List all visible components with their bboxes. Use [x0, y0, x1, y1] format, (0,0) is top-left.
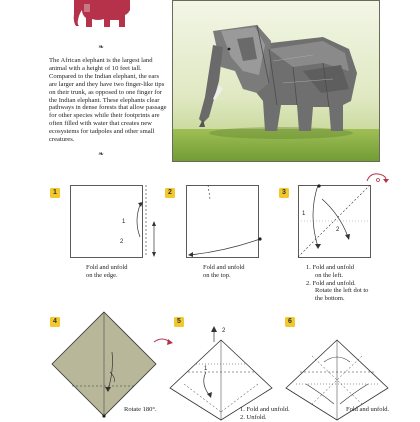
step-badge-6: 6 [285, 317, 295, 327]
step-6-caption [346, 406, 389, 414]
step-5-label-1: 1 [204, 366, 208, 372]
step-badge-3: 3 [279, 188, 289, 198]
caption-line: 2. Fold and unfold. [306, 279, 356, 287]
caption-line: Fold and unfold [86, 264, 128, 271]
step-3-label-2: 2 [336, 227, 340, 233]
fleuron-icon: ❧ [98, 150, 104, 158]
elephant-silhouette-icon [70, 0, 134, 28]
step-3-diagram [298, 185, 378, 260]
step-5-label-2: 2 [222, 328, 226, 334]
step-badge-4: 4 [50, 317, 60, 327]
fleuron-icon: ❧ [98, 43, 104, 51]
step-badge-5: 5 [174, 317, 184, 327]
step-2-caption [203, 264, 245, 280]
caption-line: on the top. [203, 271, 231, 279]
caption-line: Fold and unfold [203, 264, 245, 271]
caption-line: 2. Unfold. [240, 413, 267, 421]
caption-line: Rotate 180°. [124, 406, 157, 413]
rotate-arrow-icon [364, 171, 392, 185]
caption-line: the bottom. [315, 295, 345, 303]
step-3-caption [306, 264, 368, 303]
intro-paragraph: The African elephant is the largest land animal with a height of 10 feet tall. Compared to the Indian elephant, the ears are larger and they have two finger-like tips on their trunk, as opposed to one finger for the Indian elephant. These elephants clear pathways in dense forests that allow passage for other species while their footprints are often filled with water that creates new ecosystems for tadpoles and other small creatures. [49, 57, 167, 144]
caption-line: Fold and unfold. [346, 406, 390, 413]
step-5-diagram [166, 312, 276, 420]
step-badge-1: 1 [50, 188, 60, 198]
step-3-label-1: 1 [302, 211, 306, 217]
step-1-diagram [70, 185, 162, 260]
step-1-caption [86, 264, 128, 280]
step-badge-2: 2 [165, 188, 175, 198]
caption-line: 1. Fold and unfold. [240, 406, 290, 413]
caption-line: on the left. [315, 271, 343, 279]
step-1-label-2: 2 [120, 239, 124, 245]
step-1-label-1: 1 [122, 219, 126, 225]
caption-line: on the edge. [86, 271, 118, 279]
step-4-caption [124, 406, 157, 414]
step-4-diagram [50, 310, 158, 418]
step-2-diagram [186, 185, 266, 260]
caption-line: 1. Fold and unfold [306, 264, 355, 271]
origami-elephant-photo [172, 0, 380, 162]
caption-line: Rotate the left dot to [315, 287, 369, 295]
step-6-diagram [282, 312, 392, 420]
